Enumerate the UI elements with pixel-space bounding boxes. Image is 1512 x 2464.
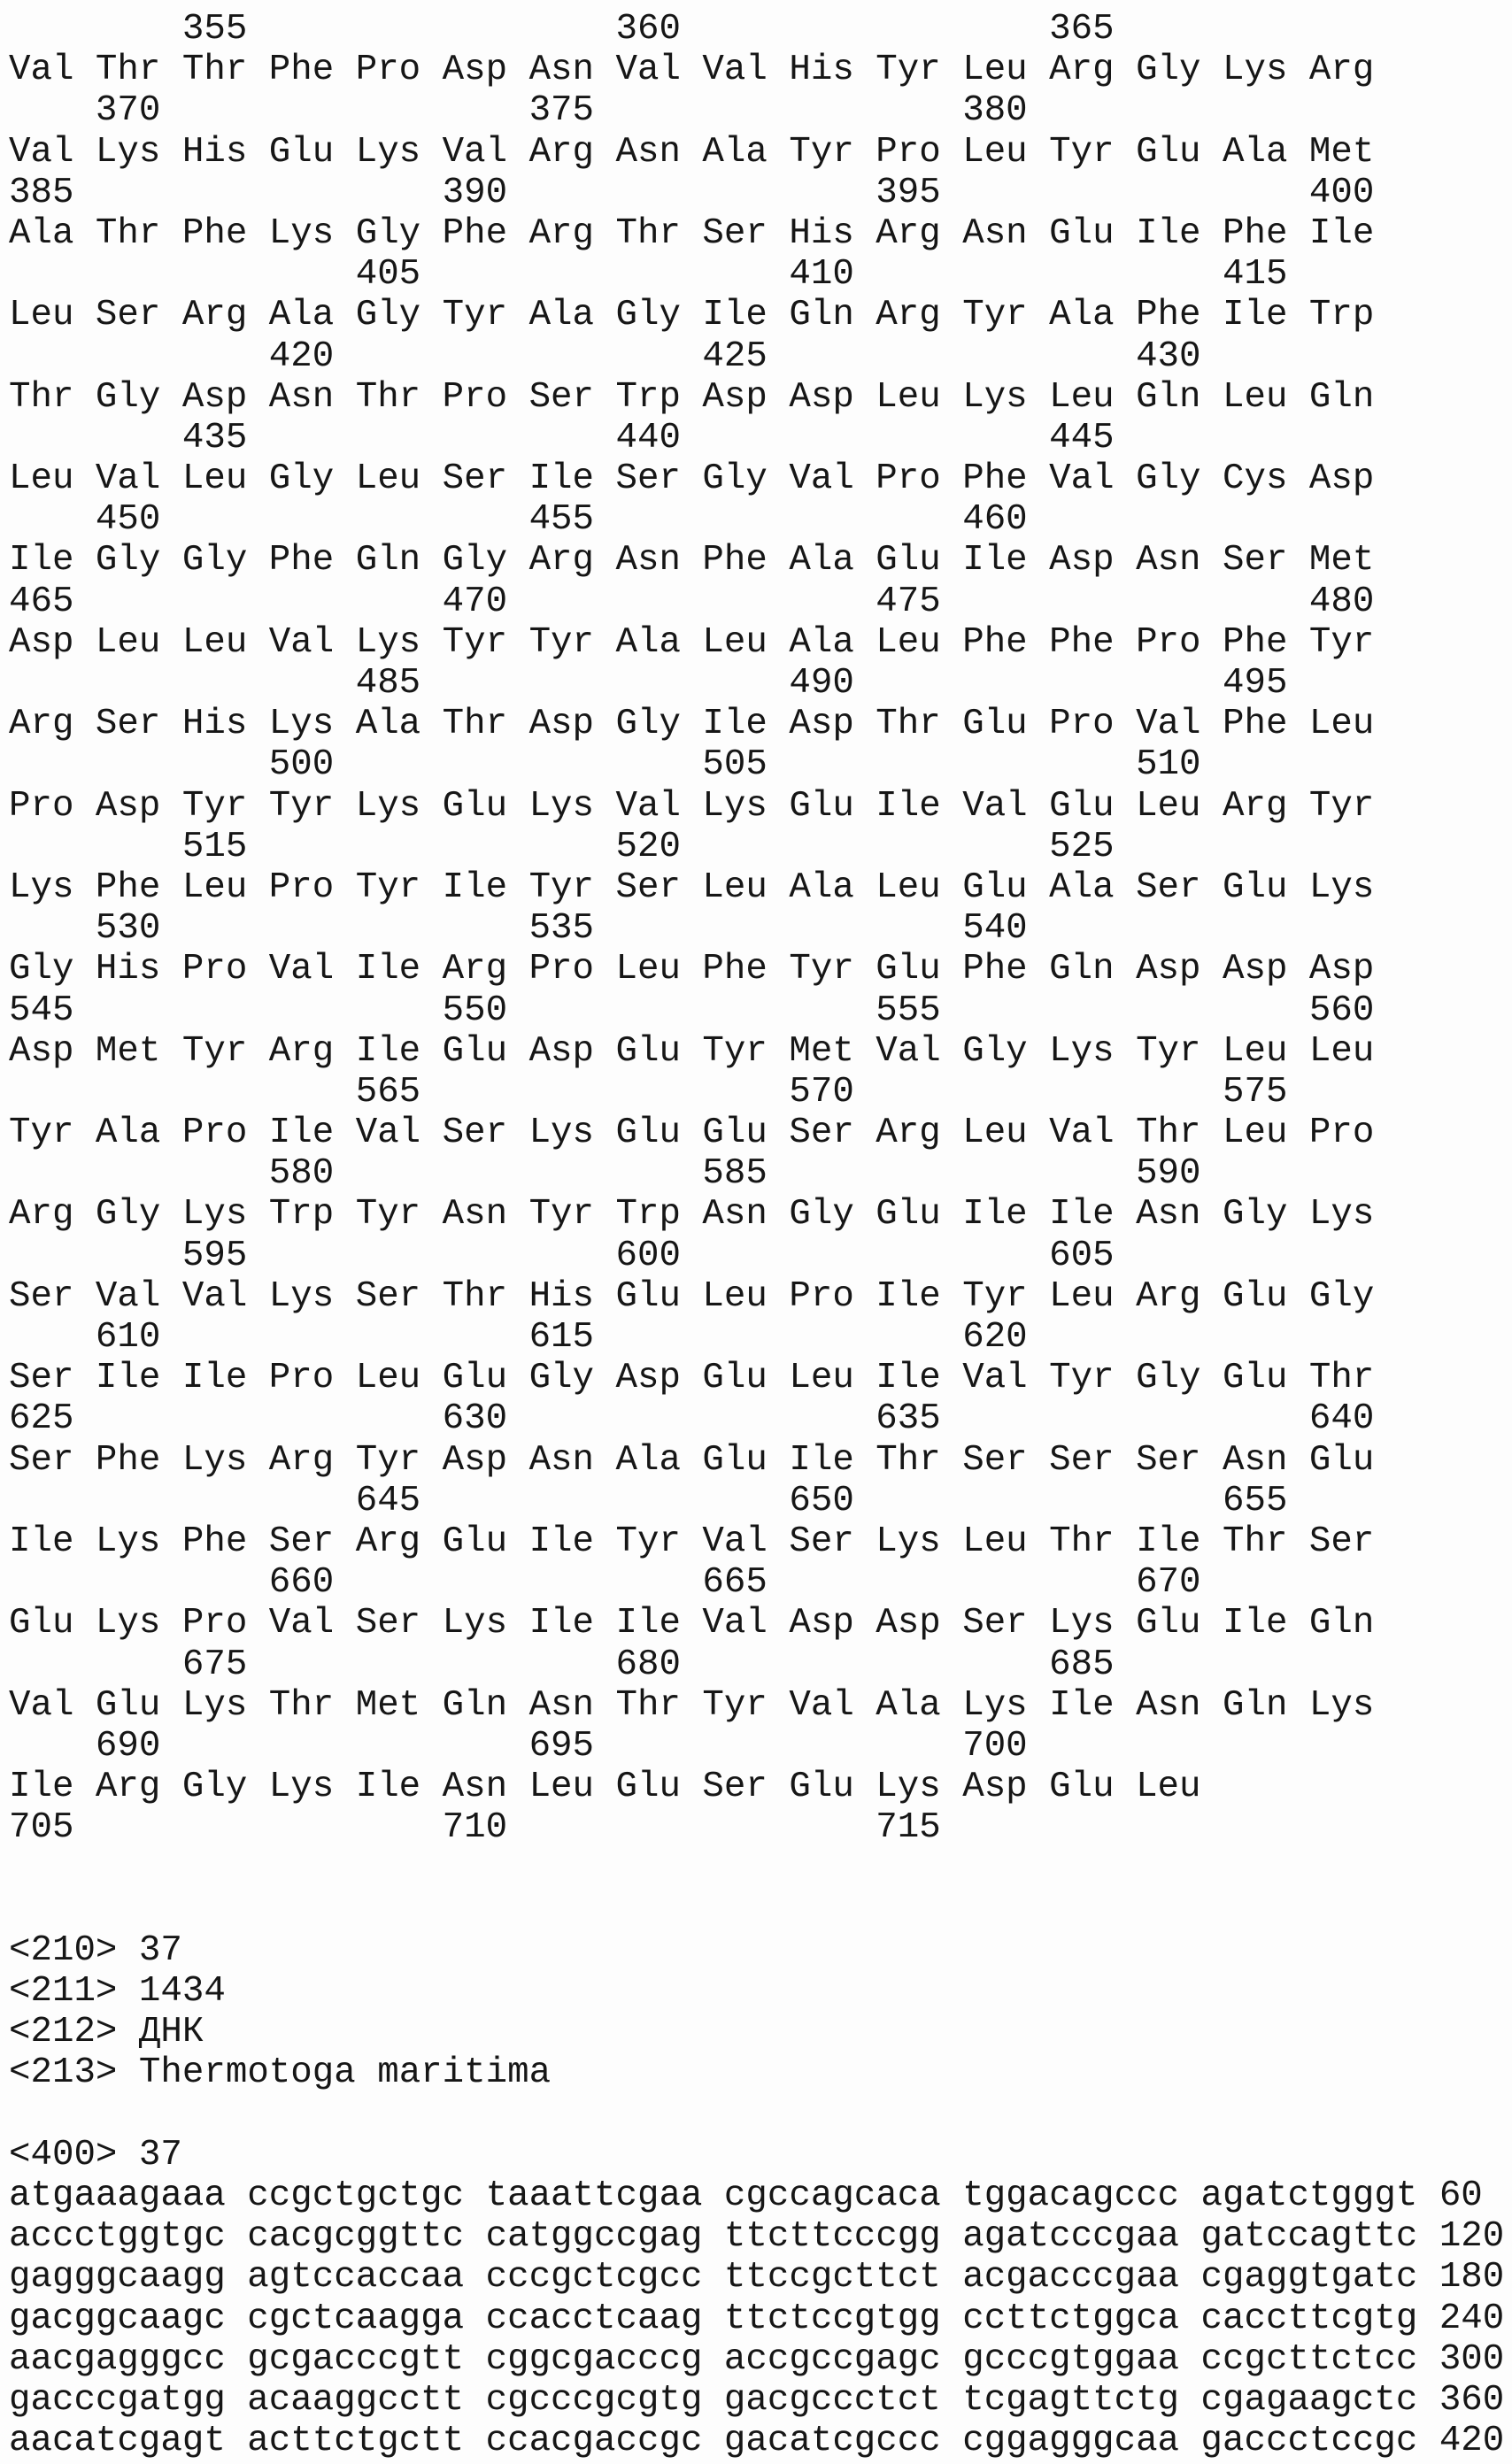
- amino-acid-residues-line: Ile Lys Phe Ser Arg Glu Ile Tyr Val Ser Lys Leu Thr Ile Thr Ser: [9, 1521, 1375, 1562]
- residue-position-numbers-line: 690 695 700: [9, 1725, 1028, 1767]
- residue-position-numbers-line: 370 375 380: [9, 90, 1028, 132]
- residue-position-numbers-line: 610 615 620: [9, 1317, 1028, 1358]
- dna-sequence-line: [9, 2175, 1512, 2216]
- residue-position-numbers-line: 565 570 575: [9, 1071, 1288, 1113]
- residue-position-numbers-line: 530 535 540: [9, 908, 1028, 950]
- numeric-identifier-tag-213: <213>: [9, 2052, 118, 2094]
- residue-position-numbers-line: 580 585 590: [9, 1153, 1201, 1195]
- dna-sequence-line: [9, 2380, 1512, 2421]
- residue-position-numbers-line: 465 470 475 480: [9, 581, 1375, 622]
- amino-acid-residues-line: Val Lys His Glu Lys Val Arg Asn Ala Tyr Pro Leu Tyr Glu Ala Met: [9, 131, 1375, 173]
- seq-400-header-line: [9, 2135, 1512, 2175]
- numeric-identifier-value-211: 1434: [138, 1971, 226, 2013]
- numeric-identifier-tag-212: <212>: [9, 2012, 118, 2053]
- dna-sequence-line: [9, 2298, 1512, 2339]
- seq-id-212-line: [9, 2012, 1512, 2052]
- dna-sequence-groups: gagggcaagg agtccaccaa cccgctcgcc ttccgcttct acgacccgaa cgaggtgatc: [9, 2257, 1418, 2298]
- dna-sequence-groups: aacatcgagt acttctgctt ccacgaccgc gacatcgccc cggagggcaa gaccctccgc: [9, 2421, 1418, 2462]
- dna-sequence-line: [9, 2339, 1512, 2380]
- amino-acid-residues-line: Lys Phe Leu Pro Tyr Ile Tyr Ser Leu Ala Leu Glu Ala Ser Glu Lys: [9, 866, 1375, 908]
- amino-acid-residues-line: Leu Val Leu Gly Leu Ser Ile Ser Gly Val Pro Phe Val Gly Cys Asp: [9, 458, 1375, 500]
- numeric-identifier-value-212: ДНК: [138, 2012, 204, 2053]
- amino-acid-residues-line: Pro Asp Tyr Tyr Lys Glu Lys Val Lys Glu Ile Val Glu Leu Arg Tyr: [9, 785, 1375, 827]
- seq-id-210-line: [9, 1930, 1512, 1971]
- seq-id-213-line: [9, 2052, 1512, 2093]
- amino-acid-residues-line: Glu Lys Pro Val Ser Lys Ile Ile Val Asp Asp Ser Lys Glu Ile Gln: [9, 1603, 1375, 1644]
- residue-position-numbers-line: 645 650 655: [9, 1480, 1288, 1521]
- residue-position-numbers-line: 435 440 445: [9, 417, 1115, 458]
- dna-sequence-groups: accctggtgc cacgcggttc catggccgag ttcttcccgg agatcccgaa gatccagttc: [9, 2216, 1418, 2258]
- dna-sequence-line: [9, 2216, 1512, 2257]
- amino-acid-residues-line: Asp Leu Leu Val Lys Tyr Tyr Ala Leu Ala Leu Phe Phe Pro Phe Tyr: [9, 621, 1375, 663]
- residue-position-numbers-line: 450 455 460: [9, 499, 1028, 541]
- amino-acid-residues-line: Gly His Pro Val Ile Arg Pro Leu Phe Tyr Glu Phe Gln Asp Asp Asp: [9, 949, 1375, 990]
- dna-line-position: 240: [1439, 2298, 1505, 2339]
- protein-sequence-block: [9, 9, 1512, 1848]
- dna-sequence-groups: gacggcaagc cgctcaagga ccacctcaag ttctccgtgg ccttctggca caccttcgtg: [9, 2298, 1418, 2339]
- residue-position-numbers-line: 660 665 670: [9, 1562, 1201, 1604]
- seq-id-211-line: [9, 1971, 1512, 2012]
- amino-acid-residues-line: Val Thr Thr Phe Pro Asp Asn Val Val His Tyr Leu Arg Gly Lys Arg: [9, 50, 1375, 91]
- dna-sequence-groups: atgaaagaaa ccgctgctgc taaattcgaa cgccagcaca tggacagccc agatctgggt: [9, 2175, 1418, 2216]
- amino-acid-residues-line: Arg Ser His Lys Ala Thr Asp Gly Ile Asp Thr Glu Pro Val Phe Leu: [9, 704, 1375, 745]
- residue-position-numbers-line: 545 550 555 560: [9, 989, 1375, 1031]
- residue-position-numbers-line: 405 410 415: [9, 254, 1288, 296]
- residue-position-numbers-line: 625 630 635 640: [9, 1398, 1375, 1440]
- residue-position-numbers-line: 355 360 365: [9, 9, 1115, 50]
- amino-acid-residues-line: Ser Phe Lys Arg Tyr Asp Asn Ala Glu Ile Thr Ser Ser Ser Asn Glu: [9, 1439, 1375, 1481]
- sequence-header-value: 37: [138, 2134, 182, 2175]
- residue-position-numbers-line: 420 425 430: [9, 335, 1201, 377]
- amino-acid-residues-line: Thr Gly Asp Asn Thr Pro Ser Trp Asp Asp Leu Lys Leu Gln Leu Gln: [9, 376, 1375, 418]
- sequence-identifier-block: [9, 1930, 1512, 2094]
- dna-line-position: 120: [1439, 2216, 1505, 2258]
- amino-acid-residues-line: Ser Val Val Lys Ser Thr His Glu Leu Pro Ile Tyr Leu Arg Glu Gly: [9, 1275, 1375, 1317]
- sequence-header-tag: <400>: [9, 2134, 118, 2175]
- residue-position-numbers-line: 485 490 495: [9, 663, 1288, 704]
- residue-position-numbers-line: 515 520 525: [9, 826, 1115, 867]
- dna-line-position: 300: [1439, 2338, 1505, 2380]
- numeric-identifier-tag-211: <211>: [9, 1971, 118, 2013]
- amino-acid-residues-line: Ser Ile Ile Pro Leu Glu Gly Asp Glu Leu Ile Val Tyr Gly Glu Thr: [9, 1358, 1375, 1399]
- amino-acid-residues-line: Ile Gly Gly Phe Gln Gly Arg Asn Phe Ala Glu Ile Asp Asn Ser Met: [9, 540, 1375, 581]
- dna-sequence-line: [9, 2421, 1512, 2461]
- numeric-identifier-tag-210: <210>: [9, 1929, 118, 1971]
- dna-sequence-groups: gacccgatgg acaaggcctt cgcccgcgtg gacgccctct tcgagttctg cgagaagctc: [9, 2379, 1418, 2421]
- residue-position-numbers-line: 500 505 510: [9, 744, 1201, 786]
- dna-line-position: 420: [1439, 2421, 1505, 2462]
- residue-position-numbers-line: 385 390 395 400: [9, 172, 1375, 213]
- dna-sequence-line: [9, 2257, 1512, 2298]
- numeric-identifier-value-210: 37: [138, 1929, 182, 1971]
- amino-acid-residues-line: Leu Ser Arg Ala Gly Tyr Ala Gly Ile Gln Arg Tyr Ala Phe Ile Trp: [9, 295, 1375, 336]
- numeric-identifier-value-213: Thermotoga maritima: [138, 2052, 552, 2094]
- residue-position-numbers-line: 705 710 715: [9, 1807, 941, 1849]
- amino-acid-residues-line: Tyr Ala Pro Ile Val Ser Lys Glu Glu Ser Arg Leu Val Thr Leu Pro: [9, 1113, 1375, 1154]
- amino-acid-residues-line: Asp Met Tyr Arg Ile Glu Asp Glu Tyr Met Val Gly Lys Tyr Leu Leu: [9, 1030, 1375, 1072]
- dna-line-position: 180: [1439, 2257, 1505, 2298]
- dna-sequence-block: [9, 2135, 1512, 2462]
- dna-line-position: 360: [1439, 2379, 1505, 2421]
- amino-acid-residues-line: Ala Thr Phe Lys Gly Phe Arg Thr Ser His Arg Asn Glu Ile Phe Ile: [9, 212, 1375, 254]
- amino-acid-residues-line: Arg Gly Lys Trp Tyr Asn Tyr Trp Asn Gly Glu Ile Ile Asn Gly Lys: [9, 1194, 1375, 1236]
- dna-line-position: 60: [1439, 2175, 1483, 2216]
- amino-acid-residues-line: Val Glu Lys Thr Met Gln Asn Thr Tyr Val Ala Lys Ile Asn Gln Lys: [9, 1684, 1375, 1726]
- residue-position-numbers-line: 675 680 685: [9, 1644, 1115, 1685]
- residue-position-numbers-line: 595 600 605: [9, 1235, 1115, 1276]
- amino-acid-residues-line: Ile Arg Gly Lys Ile Asn Leu Glu Ser Glu Lys Asp Glu Leu: [9, 1767, 1201, 1808]
- dna-sequence-groups: aacgagggcc gcgacccgtt cggcgacccg accgccgagc gcccgtggaa ccgcttctcc: [9, 2338, 1418, 2380]
